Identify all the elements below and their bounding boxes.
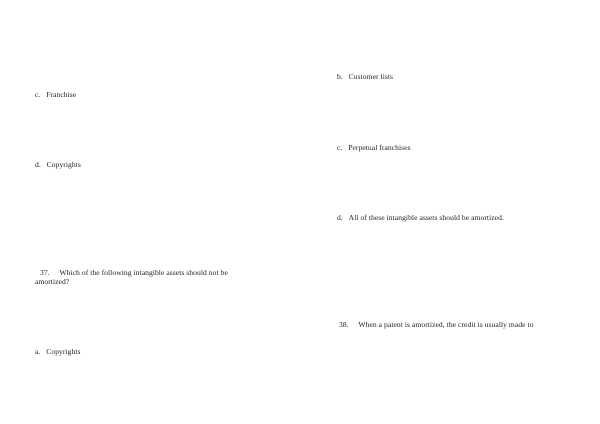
option-a-copyrights	[35, 347, 81, 357]
option-text: Perpetual franchises	[348, 143, 411, 152]
option-text: Customer lists	[348, 72, 394, 81]
question-text-continued: amortized?	[35, 277, 70, 286]
option-c-franchise	[35, 90, 76, 100]
option-d-all-amortized	[337, 213, 504, 223]
option-marker: b.	[337, 72, 343, 81]
option-text: Copyrights	[46, 160, 81, 169]
option-text: Copyrights	[46, 347, 81, 356]
option-text: All of these intangible assets should be amortized.	[348, 213, 504, 222]
question-text: When a patent is amortized, the credit is usually made to	[358, 320, 534, 329]
option-marker: c.	[35, 90, 41, 99]
option-marker: d.	[35, 160, 41, 169]
option-c-perpetual-franchises	[337, 143, 411, 153]
option-b-customer-lists	[337, 72, 393, 82]
option-d-copyrights	[35, 160, 81, 170]
option-marker: a.	[35, 347, 41, 356]
option-marker: c.	[337, 143, 343, 152]
question-number: 38.	[339, 320, 349, 329]
question-text: Which of the following intangible assets should not be	[59, 268, 228, 277]
question-number: 37.	[40, 268, 50, 277]
option-text: Franchise	[46, 90, 77, 99]
question-37-line2	[35, 277, 69, 287]
option-marker: d.	[337, 213, 343, 222]
question-38	[339, 320, 534, 330]
